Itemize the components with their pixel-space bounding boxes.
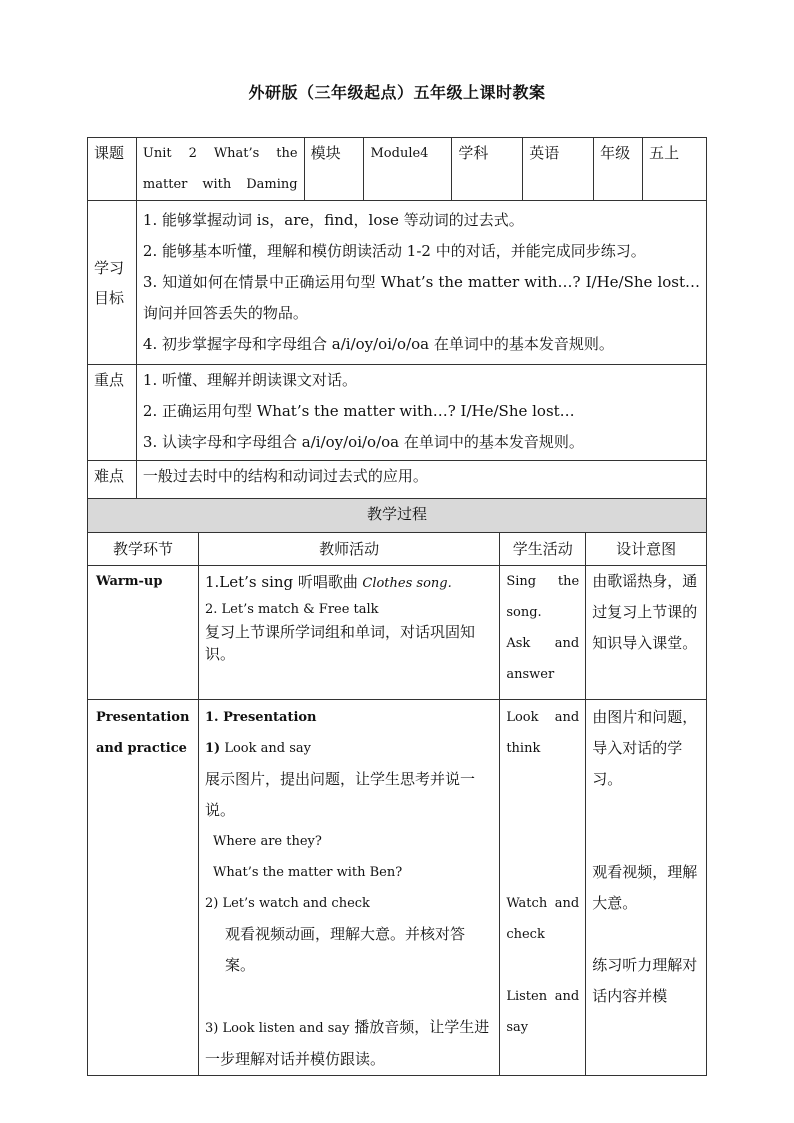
goals-content xyxy=(136,201,706,365)
presentation-purpose-2: 观看视频，理解大意。 xyxy=(592,863,698,912)
column-header: 教师活动 xyxy=(198,533,499,566)
warmup-stage: Warm-up xyxy=(88,566,199,700)
step3-title-desc xyxy=(205,1012,493,1075)
module-value: Module4 xyxy=(364,138,452,201)
subject-label: 学科 xyxy=(452,138,523,201)
warmup-teacher-2: 2. Let’s match & Free talk xyxy=(204,602,379,617)
difficulty-label: 难点 xyxy=(88,461,137,509)
step1-title: Look and say xyxy=(224,741,311,756)
table-header-row xyxy=(88,533,707,566)
module-label: 模块 xyxy=(304,138,364,201)
step3-desc: 播放音频，让学生进一步理解对话并模仿跟读。 xyxy=(204,1018,490,1068)
presentation-purpose-1: 由图片和问题，导入对话的学习。 xyxy=(592,708,698,788)
column-header: 设计意图 xyxy=(586,533,707,566)
presentation-purpose-3: 练习听力理解对话内容并模 xyxy=(592,956,698,1005)
step2-title: 2) Let’s watch and check xyxy=(204,896,370,911)
topic-label: 课题 xyxy=(88,138,137,201)
warmup-student-2: Ask and answer xyxy=(506,636,580,682)
presentation-heading: 1. Presentation xyxy=(204,710,317,725)
table-row xyxy=(88,365,707,461)
table-row xyxy=(88,700,707,1076)
table-row xyxy=(88,201,707,365)
warmup-purpose: 由歌谣热身，通过复习上节课的知识导入课堂。 xyxy=(586,566,707,700)
key-point-item: 2. 正确运用句型 What’s the matter with…? I/He/She lost… xyxy=(142,402,575,420)
step2-desc: 观看视频动画，理解大意。并核对答案。 xyxy=(224,925,465,974)
table-row xyxy=(88,499,707,533)
step1-num: 1) xyxy=(204,741,221,756)
key-point-item: 3. 认读字母和字母组合 a/i/oy/oi/o/oa 在单词中的基本发音规则。 xyxy=(142,433,584,451)
warmup-teacher xyxy=(198,566,499,700)
presentation-student xyxy=(500,700,586,1076)
question-1: Where are they? xyxy=(212,834,322,849)
warmup-teacher-3: 复习上节课所学词组和单词，对话巩固知识。 xyxy=(204,623,475,663)
step3-title: 3) Look listen and say xyxy=(204,1021,350,1036)
warmup-student xyxy=(500,566,586,700)
key-points-content xyxy=(136,365,706,461)
warmup-teacher-1a: 1.Let’s sing 听唱歌曲 xyxy=(204,573,358,591)
presentation-stage xyxy=(88,700,199,1076)
presentation-stage-1: Presentation xyxy=(96,710,190,725)
page-title: 外研版（三年级起点）五年级上课时教案 xyxy=(248,83,546,102)
presentation-stage-2: and practice xyxy=(96,741,187,756)
process-section-title: 教学过程 xyxy=(88,499,707,533)
presentation-student-3: Listen and say xyxy=(506,989,580,1035)
column-header: 教学环节 xyxy=(88,533,199,566)
key-points-label: 重点 xyxy=(88,365,137,461)
presentation-purpose xyxy=(586,700,707,1076)
grade-value: 五上 xyxy=(643,138,707,201)
warmup-student-1: Sing the song. xyxy=(506,574,580,620)
presentation-teacher xyxy=(198,700,499,1076)
table-row xyxy=(88,138,707,201)
lesson-info-table xyxy=(87,137,707,509)
difficulty-text: 一般过去时中的结构和动词过去式的应用。 xyxy=(136,461,706,509)
question-2: What’s the matter with Ben? xyxy=(212,865,403,880)
step1-desc: 展示图片，提出问题，让学生思考并说一说。 xyxy=(204,770,475,819)
subject-value: 英语 xyxy=(523,138,594,201)
grade-label: 年级 xyxy=(594,138,643,201)
table-row xyxy=(88,566,707,700)
presentation-student-2: Watch and check xyxy=(506,896,580,942)
goal-item: 1. 能够掌握动词 is，are，find，lose 等动词的过去式。 xyxy=(142,211,524,229)
goal-item: 4. 初步掌握字母和字母组合 a/i/oy/oi/o/oa 在单词中的基本发音规则。 xyxy=(142,335,614,353)
column-header: 学生活动 xyxy=(500,533,586,566)
presentation-student-1: Look and think xyxy=(506,710,580,756)
goal-item: 2. 能够基本听懂，理解和模仿朗读活动 1-2 中的对话，并能完成同步练习。 xyxy=(142,242,646,260)
warmup-teacher-1b: Clothes song. xyxy=(362,576,452,591)
topic-value: Unit 2 What’s the matter with Daming xyxy=(136,138,304,201)
goals-label: 学习目标 xyxy=(88,201,137,365)
teaching-process-table xyxy=(87,498,707,1076)
goal-item: 3. 知道如何在情景中正确运用句型 What’s the matter with…? I/He/She lost… 询问并回答丢失的物品。 xyxy=(142,273,700,322)
key-point-item: 1. 听懂、理解并朗读课文对话。 xyxy=(142,371,358,389)
